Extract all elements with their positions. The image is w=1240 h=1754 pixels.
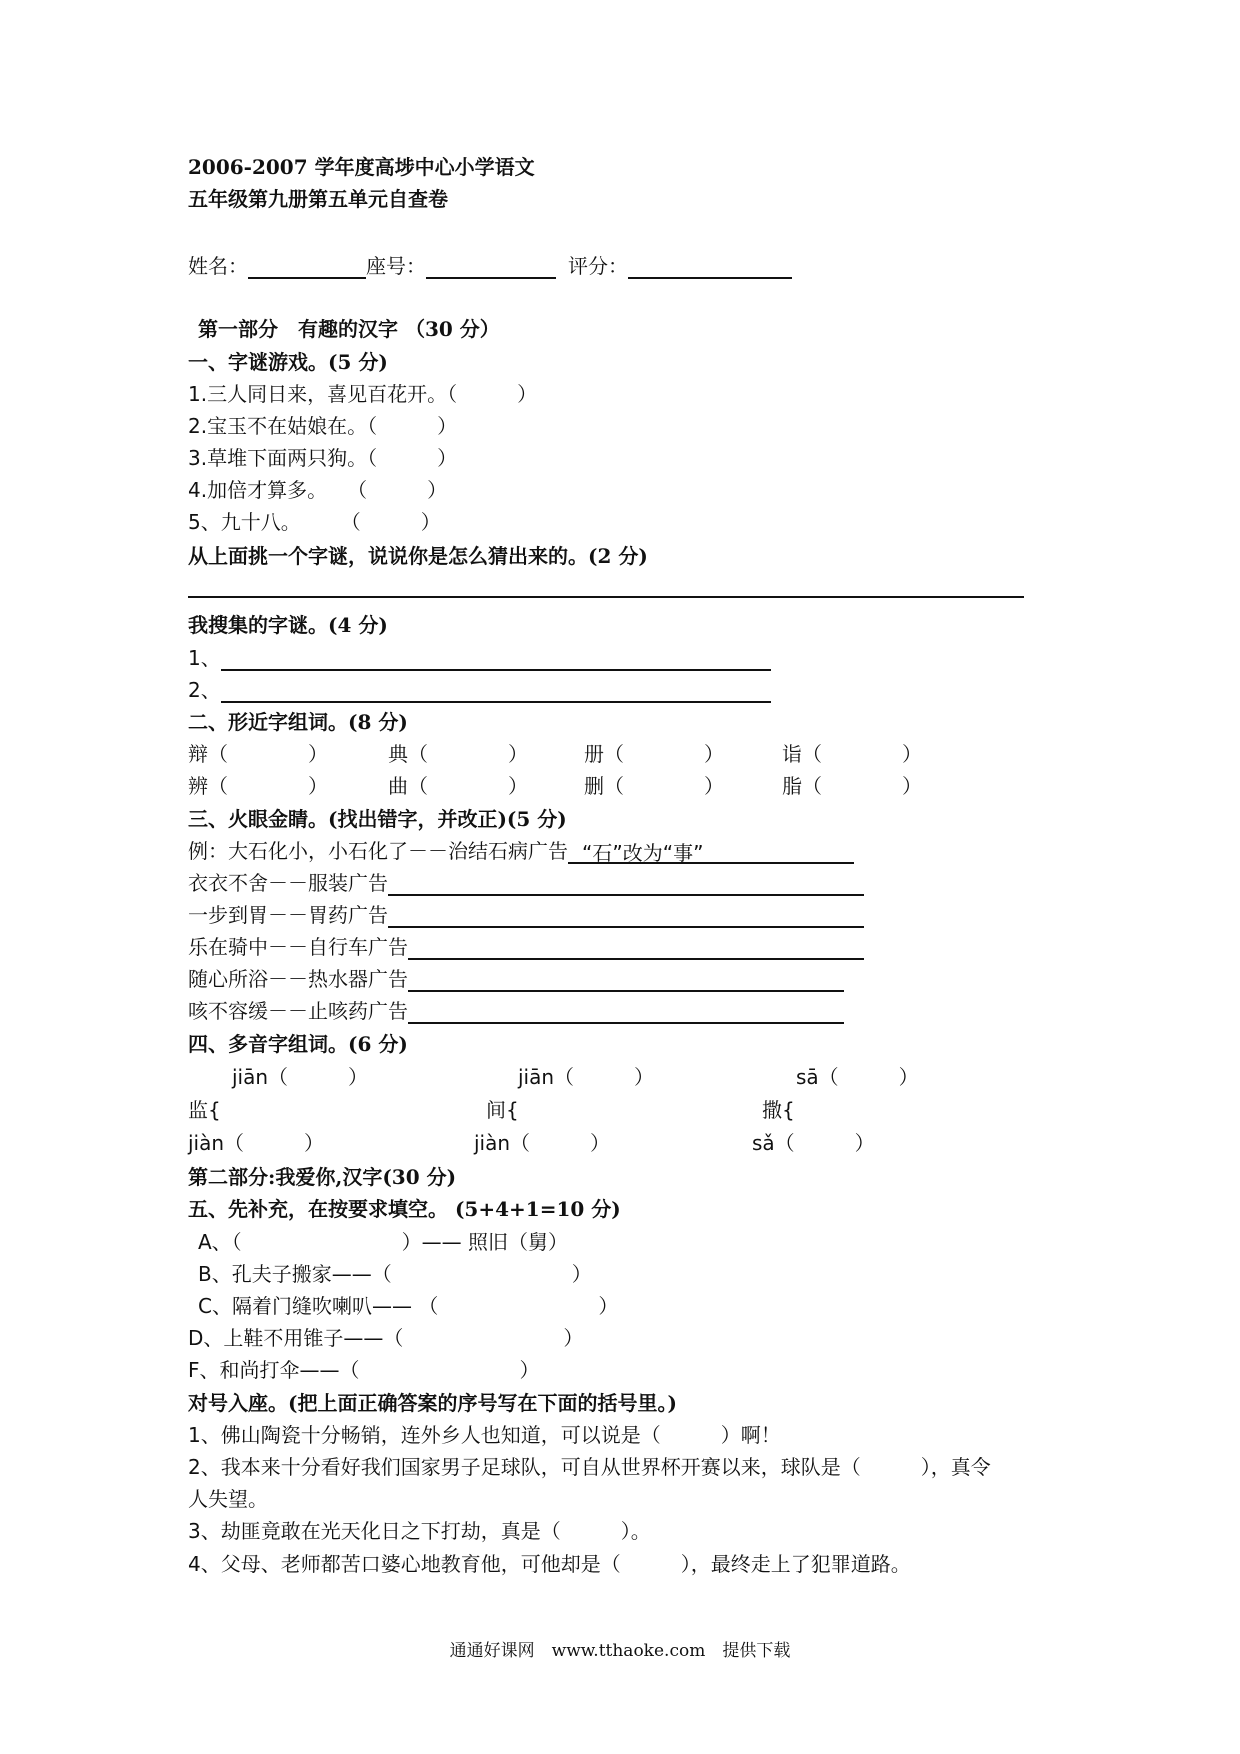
- typo-answer-blank[interactable]: [408, 968, 844, 992]
- riddle-item: 5、九十八。 （ ）: [188, 510, 441, 534]
- polyphone-char: 间{: [486, 1098, 519, 1122]
- match-heading: 对号入座。(把上面正确答案的序号写在下面的括号里。): [188, 1391, 677, 1415]
- match-item: 1、佛山陶瓷十分畅销，连外乡人也知道，可以说是（ ）啊！: [188, 1423, 781, 1447]
- part1-heading: 第一部分 有趣的汉字 （30 分）: [198, 317, 500, 341]
- footer-credit: 通通好课网 www.tthaoke.com 提供下载: [449, 1641, 791, 1661]
- match-item: 人失望。: [188, 1487, 268, 1511]
- part2-heading: 第二部分:我爱你,汉字(30 分): [188, 1165, 457, 1189]
- polyphone-bottom-cell: jiàn（ ）: [474, 1131, 611, 1155]
- q4-heading: 四、多音字组词。(6 分): [188, 1032, 408, 1056]
- polyphone-bottom-cell: jiàn（ ）: [188, 1131, 325, 1155]
- riddle-item: 1.三人同日来，喜见百花开。（ ）: [188, 382, 538, 406]
- match-item: 3、劫匪竟敢在光天化日之下打劫，真是（ ）。: [188, 1519, 651, 1543]
- score-label: 评分：: [568, 254, 628, 278]
- similar-char-cell: 册（ ）: [584, 742, 724, 766]
- riddle-explain-line[interactable]: [188, 596, 1024, 598]
- student-info-row: [188, 253, 792, 279]
- score-blank[interactable]: [628, 255, 792, 279]
- collect-riddle-heading: 我搜集的字谜。(4 分): [188, 613, 388, 637]
- seat-label: 座号：: [366, 254, 426, 278]
- name-blank[interactable]: [248, 255, 366, 279]
- typo-answer-blank[interactable]: [388, 872, 864, 896]
- typo-answer-blank[interactable]: [388, 904, 864, 928]
- collect-riddle-item: 2、: [188, 677, 771, 703]
- similar-char-cell: 脂（ ）: [782, 774, 922, 798]
- match-item: 4、父母、老师都苦口婆心地教育他，可他却是（ ），最终走上了犯罪道路。: [188, 1552, 911, 1576]
- riddle-item: 3.草堆下面两只狗。（ ）: [188, 446, 458, 470]
- similar-char-cell: 辨（ ）: [188, 774, 328, 798]
- similar-char-cell: 诣（ ）: [782, 742, 922, 766]
- exam-title-line1: 2006-2007 学年度高埗中心小学语文: [188, 155, 535, 179]
- q2-heading: 二、形近字组词。(8 分): [188, 710, 408, 734]
- collect-riddle-blank[interactable]: [221, 679, 771, 703]
- polyphone-bottom-cell: sǎ（ ）: [752, 1131, 875, 1155]
- riddle-item: 4.加倍才算多。 （ ）: [188, 478, 448, 502]
- similar-char-cell: 辩（ ）: [188, 742, 328, 766]
- seat-blank[interactable]: [426, 255, 556, 279]
- q3-heading: 三、火眼金睛。(找出错字，并改正)(5 分): [188, 807, 567, 831]
- typo-item: 随心所浴－－热水器广告: [188, 966, 844, 992]
- typo-item: 衣衣不舍－－服装广告: [188, 870, 864, 896]
- similar-char-cell: 删（ ）: [584, 774, 724, 798]
- collect-riddle-blank[interactable]: [221, 647, 771, 671]
- typo-example-answer: “石”改为“事”: [568, 840, 854, 864]
- riddle-item: 2.宝玉不在姑娘在。（ ）: [188, 414, 458, 438]
- xiehouyu-item: D、上鞋不用锥子——（ ）: [188, 1326, 584, 1350]
- similar-char-cell: 典（ ）: [388, 742, 528, 766]
- q1-heading: 一、字谜游戏。(5 分): [188, 350, 388, 374]
- xiehouyu-item: F、和尚打伞——（ ）: [188, 1358, 540, 1382]
- collect-riddle-item: 1、: [188, 645, 771, 671]
- typo-item: 一步到胃－－胃药广告: [188, 902, 864, 928]
- typo-item: 乐在骑中－－自行车广告: [188, 934, 864, 960]
- typo-example: 例：大石化小，小石化了－－治结石病广告 “石”改为“事”: [188, 838, 854, 864]
- polyphone-char: 撒{: [762, 1098, 795, 1122]
- match-item: 2、我本来十分看好我们国家男子足球队，可自从世界杯开赛以来，球队是（ ），真令: [188, 1455, 991, 1479]
- similar-char-cell: 曲（ ）: [388, 774, 528, 798]
- q5-heading: 五、先补充，在按要求填空。 (5+4+1=10 分): [188, 1197, 621, 1221]
- polyphone-char: 监{: [188, 1098, 221, 1122]
- typo-item: 咳不容缓－－止咳药广告: [188, 998, 844, 1024]
- name-label: 姓名：: [188, 254, 248, 278]
- typo-answer-blank[interactable]: [408, 936, 864, 960]
- xiehouyu-item: A、（ ）—— 照旧（舅）: [198, 1230, 569, 1254]
- typo-answer-blank[interactable]: [408, 1000, 844, 1024]
- exam-title-line2: 五年级第九册第五单元自查卷: [188, 187, 448, 211]
- xiehouyu-item: B、孔夫子搬家——（ ）: [198, 1262, 592, 1286]
- polyphone-top-cell: sā（ ）: [796, 1065, 919, 1089]
- polyphone-top-cell: jiān（ ）: [232, 1065, 369, 1089]
- xiehouyu-item: C、隔着门缝吹喇叭—— （ ）: [198, 1294, 619, 1318]
- riddle-explain-prompt: 从上面挑一个字谜，说说你是怎么猜出来的。(2 分): [188, 544, 648, 568]
- polyphone-top-cell: jiān（ ）: [518, 1065, 655, 1089]
